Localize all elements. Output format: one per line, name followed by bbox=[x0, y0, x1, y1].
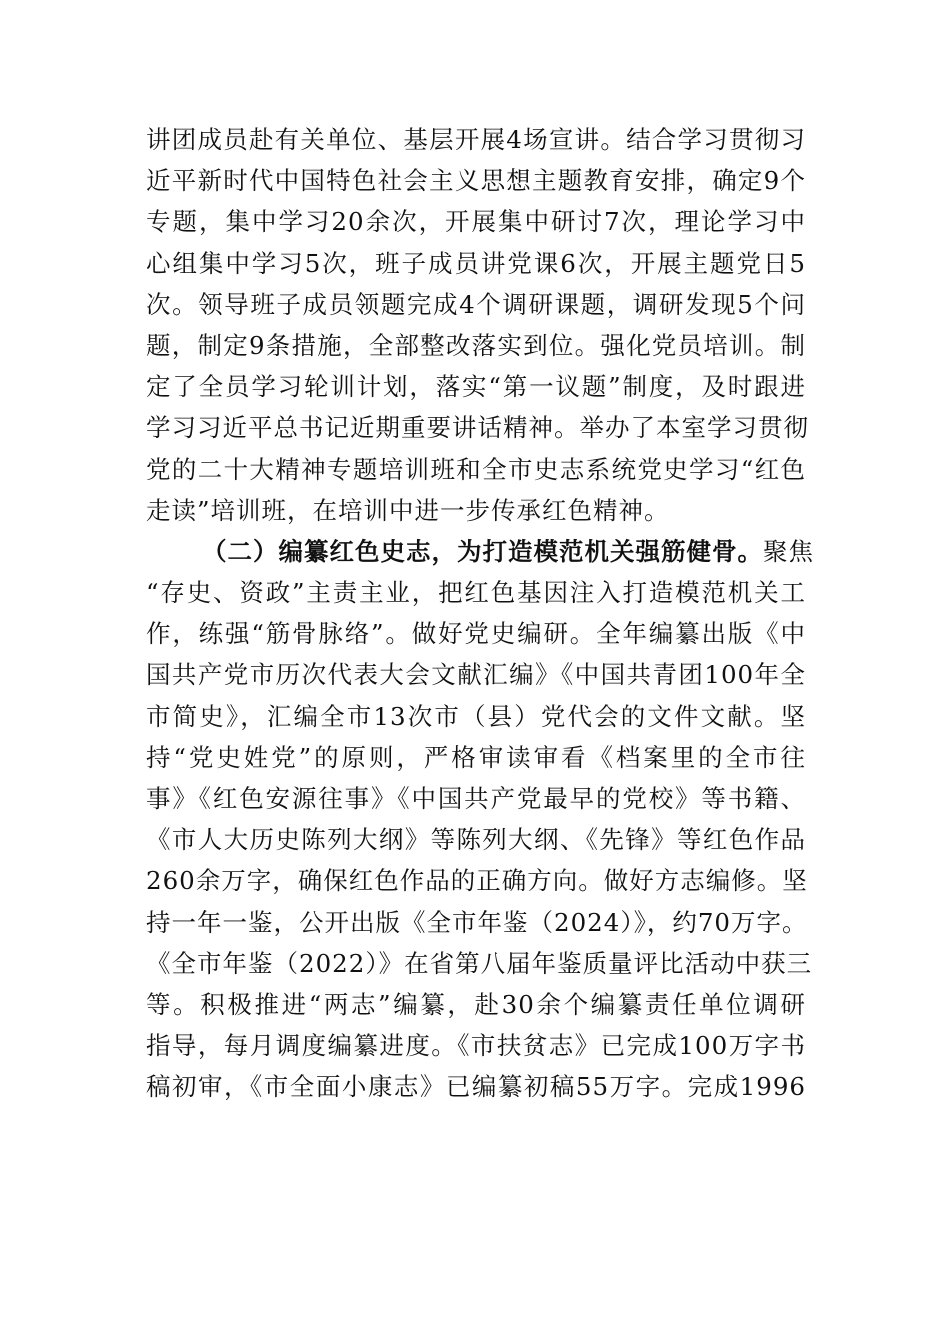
text-line: 走读”培训班，在培训中进一步传承红色精神。 bbox=[146, 495, 670, 525]
text-line: 讲团成员赴有关单位、基层开展4场宣讲。结合学习贯彻习 bbox=[146, 125, 806, 154]
text-line: 指导，每月调度编纂进度。《市扶贫志》已完成100万字书 bbox=[146, 1031, 806, 1061]
text-line: “存史、资政”主责主业，把红色基因注入打造模范机关工 bbox=[146, 578, 806, 608]
text-line: 专题，集中学习20余次，开展集中研讨7次，理论学习中 bbox=[146, 207, 806, 237]
body-text bbox=[146, 119, 814, 1108]
text-line: 《市人大历史陈列大纲》等陈列大纲、《先锋》等红色作品 bbox=[146, 825, 806, 855]
paragraph-1 bbox=[146, 119, 809, 531]
text-run: 聚焦 bbox=[763, 536, 814, 566]
text-line: 稿初审，《市全面小康志》已编纂初稿55万字。完成1996 bbox=[146, 1072, 806, 1102]
text-line: 市简史》，汇编全市13次市（县）党代会的文件文献。坚 bbox=[146, 701, 806, 731]
text-line: 等。积极推进“两志”编纂，赴30余个编纂责任单位调研 bbox=[146, 989, 806, 1019]
text-line: 心组集中学习5次，班子成员讲党课6次，开展主题党日5 bbox=[146, 248, 806, 278]
text-line: 近平新时代中国特色社会主义思想主题教育安排，确定9个 bbox=[146, 166, 806, 196]
text-line: 学习习近平总书记近期重要讲话精神。举办了本室学习贯彻 bbox=[146, 413, 809, 443]
text-line: 《全市年鉴（2022）》在省第八届年鉴质量评比活动中获三 bbox=[146, 948, 813, 978]
text-line: 持一年一鉴，公开出版《全市年鉴（2024）》，约70万字。 bbox=[146, 907, 808, 937]
text-line: 作，练强“筋骨脉络”。做好党史编研。全年编纂出版《中 bbox=[146, 619, 806, 649]
text-line: 国共产党市历次代表大会文献汇编》《中国共青团100年全 bbox=[146, 660, 806, 690]
section-heading: （二）编纂红色史志，为打造模范机关强筋健骨。 bbox=[202, 536, 763, 566]
text-line: 事》《红色安源往事》《中国共产党最早的党校》等书籍、 bbox=[146, 784, 806, 813]
text-line: 260余万字，确保红色作品的正确方向。做好方志编修。坚 bbox=[146, 866, 808, 896]
paragraph-2 bbox=[146, 531, 814, 1108]
text-line: 党的二十大精神专题培训班和全市史志系统党史学习“红色 bbox=[146, 454, 806, 484]
text-line: 定了全员学习轮训计划，落实“第一议题”制度，及时跟进 bbox=[146, 372, 806, 402]
text-line: 持“党史姓党”的原则，严格审读审看《档案里的全市往 bbox=[146, 742, 806, 772]
paragraph-2-first-line bbox=[146, 531, 814, 572]
text-line: 次。领导班子成员领题完成4个调研课题，调研发现5个问 bbox=[146, 289, 806, 319]
text-line: 题，制定9条措施，全部整改落实到位。强化党员培训。制 bbox=[146, 330, 806, 360]
